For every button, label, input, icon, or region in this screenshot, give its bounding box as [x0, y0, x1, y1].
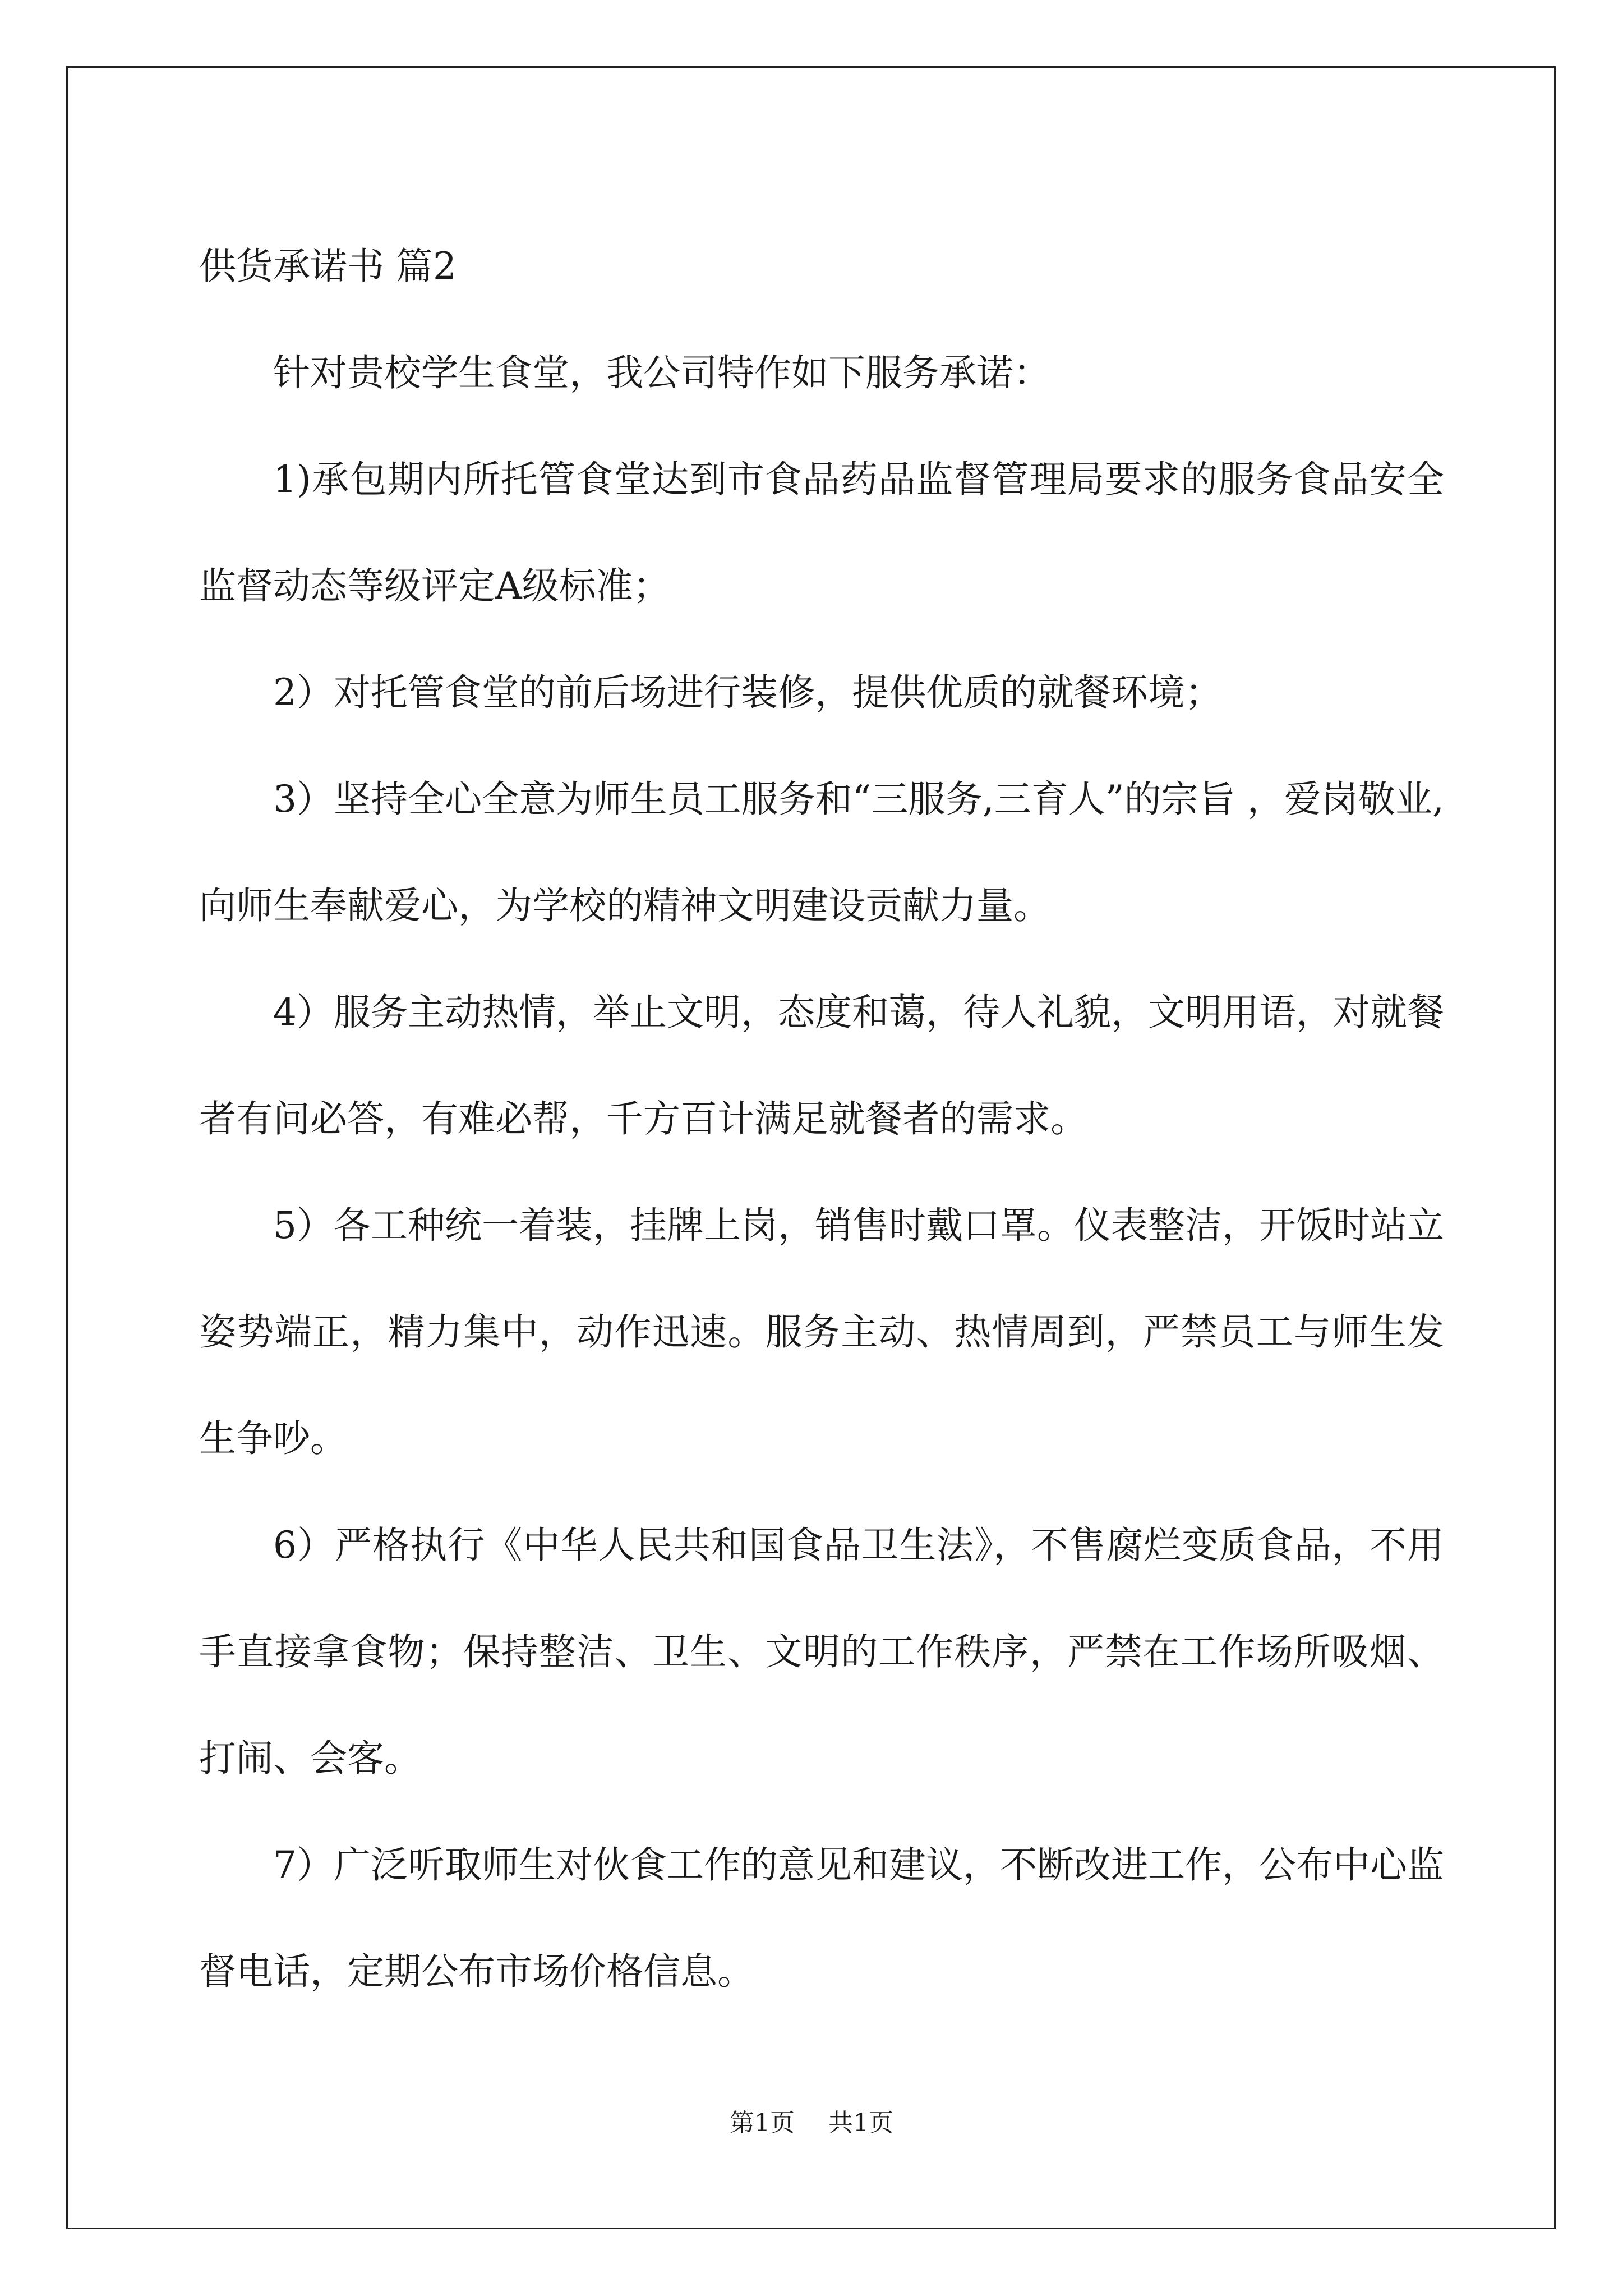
- paragraph-item-2: 2）对托管食堂的前后场进行装修，提供优质的就餐环境；: [273, 671, 1222, 714]
- paragraph-item-4: 4）服务主动热情，举止文明，态度和蔼，待人礼貌，文明用语，对就餐者有问必答，有难必帮，千方百计满足就餐者的需求。: [199, 991, 1444, 1140]
- page-number: 第1页: [730, 2109, 795, 2137]
- paragraph-item-3: 3）坚持全心全意为师生员工服务和“三服务,三育人”的宗旨 ，爱岗敬业,向师生奉献爱心，为学校的精神文明建设贡献力量。: [199, 777, 1444, 927]
- paragraph-item-5: 5）各工种统一着装，挂牌上岗，销售时戴口罩。仪表整洁，开饭时站立姿势端正，精力集中，动作迅速。服务主动、热情周到，严禁员工与师生发生争吵。: [199, 1204, 1444, 1460]
- paragraph-item-7: 7）广泛听取师生对伙食工作的意见和建议，不断改进工作，公布中心监督电话，定期公布市场价格信息。: [199, 1843, 1444, 1993]
- document-title: 供货承诺书 篇2: [199, 245, 457, 288]
- document-body: [199, 213, 1444, 2025]
- paragraph-item-1: 1)承包期内所托管食堂达到市食品药品监督管理局要求的服务食品安全监督动态等级评定A级标准；: [199, 458, 1444, 608]
- page-footer: [0, 2106, 1623, 2140]
- paragraph-item-6: 6）严格执行《中华人民共和国食品卫生法》，不售腐烂变质食品，不用手直接拿食物；保持整洁、卫生、文明的工作秩序，严禁在工作场所吸烟、打闹、会客。: [199, 1524, 1444, 1780]
- page-total: 共1页: [828, 2109, 893, 2137]
- paragraph-intro: 针对贵校学生食堂，我公司特作如下服务承诺：: [273, 351, 1050, 394]
